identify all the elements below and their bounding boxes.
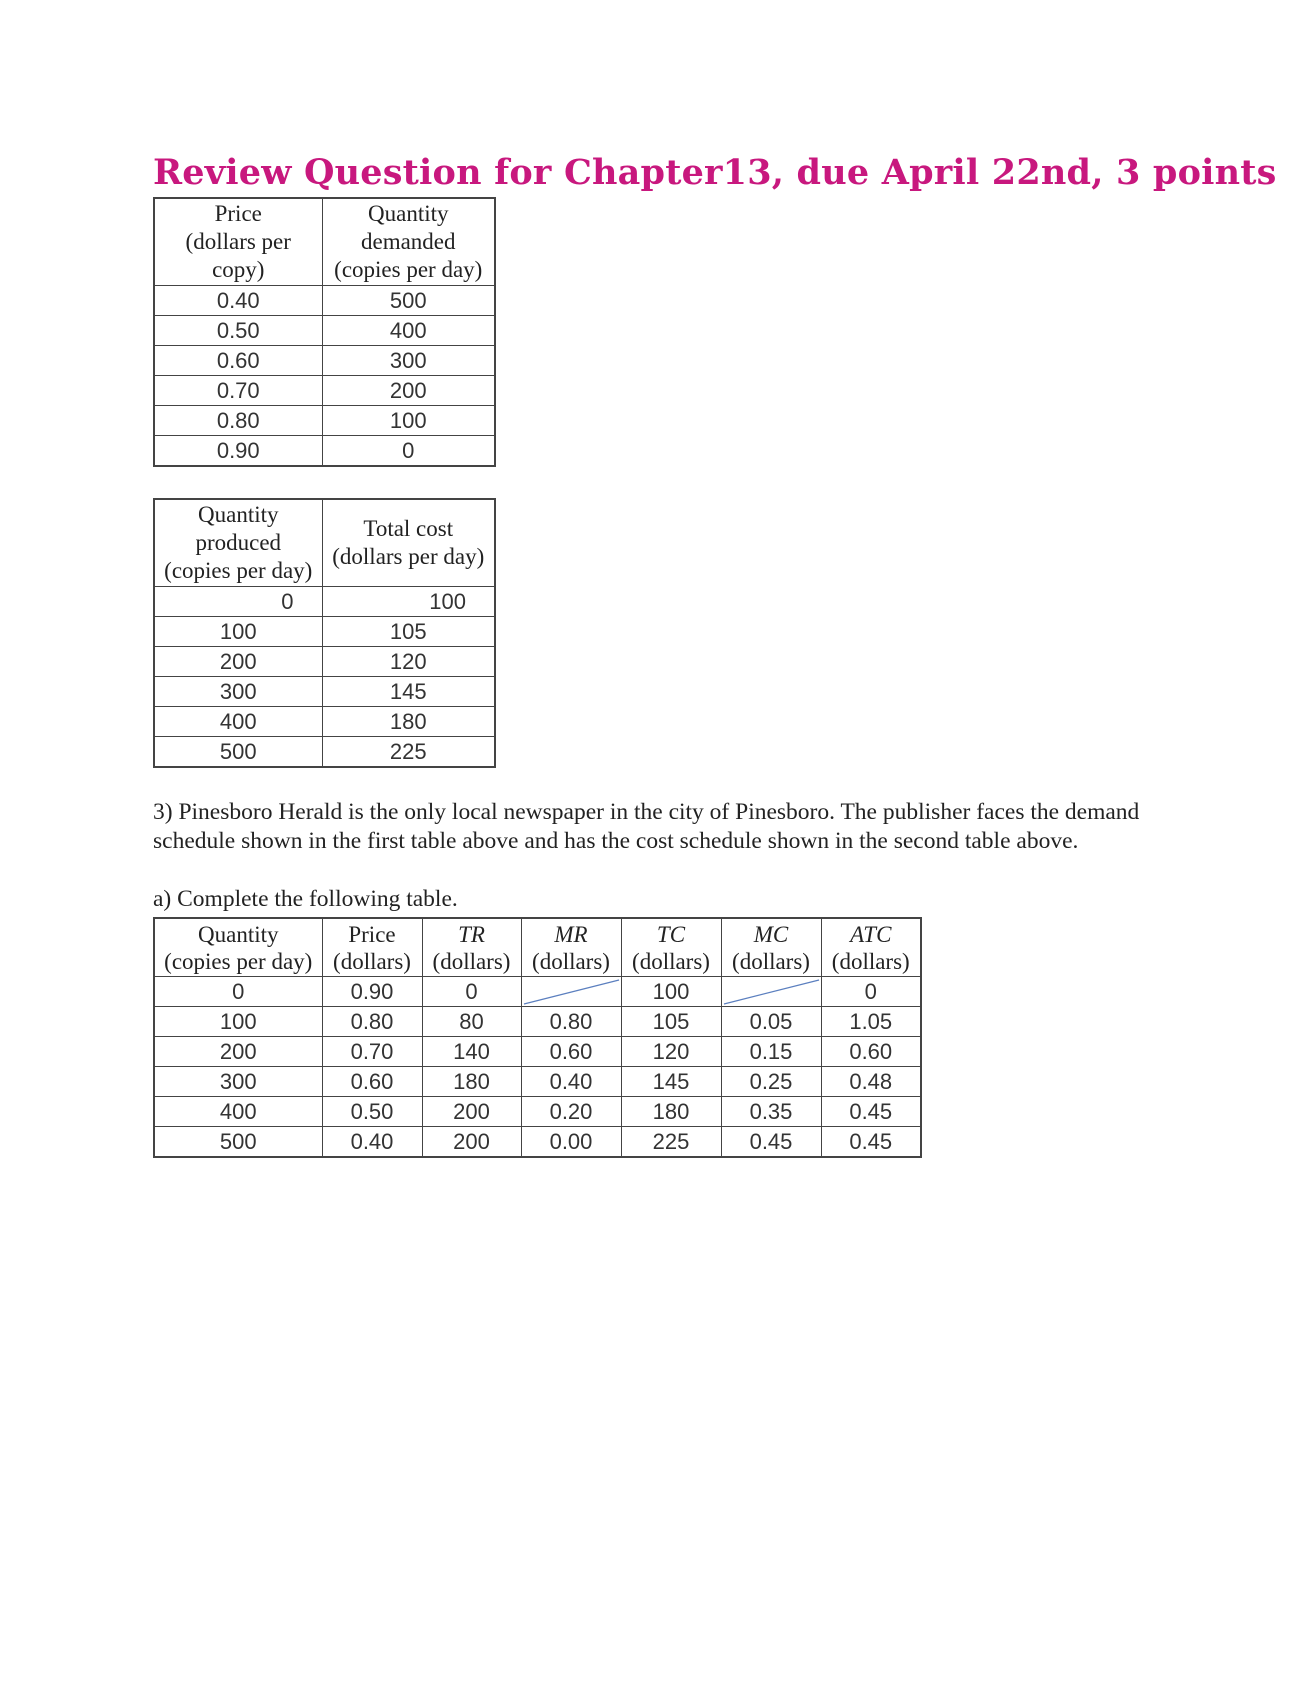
header-name: MC	[753, 921, 789, 947]
table-cell: 145	[621, 1067, 721, 1097]
header-unit: (dollars)	[532, 948, 610, 974]
table-cell: 105	[322, 617, 495, 647]
table-cell: 0.45	[821, 1127, 921, 1158]
table-row	[154, 1067, 921, 1097]
table-cell: 0.45	[721, 1127, 821, 1158]
table-row	[154, 677, 495, 707]
price-header	[322, 918, 422, 977]
quantity-produced-header	[154, 499, 322, 587]
table-row	[154, 977, 921, 1007]
table-cell: 0.25	[721, 1067, 821, 1097]
table-cell: 145	[322, 677, 495, 707]
table-cell: 0.48	[821, 1067, 921, 1097]
header-line: (copies per day)	[164, 558, 313, 583]
table-row	[154, 1127, 921, 1158]
table-cell: 140	[422, 1037, 521, 1067]
quantity-demanded-header	[322, 198, 495, 286]
table-cell: 0.45	[821, 1097, 921, 1127]
table-cell: 0	[322, 436, 495, 467]
table-cell: 100	[322, 587, 495, 617]
cost-schedule-table	[153, 498, 496, 768]
demand-schedule-table	[153, 197, 496, 467]
table-cell: 180	[621, 1097, 721, 1127]
table-cell: 0.60	[322, 1067, 422, 1097]
table-cell: 180	[322, 707, 495, 737]
header-unit: (dollars)	[333, 948, 411, 974]
table-cell: 100	[322, 406, 495, 436]
table-row	[154, 737, 495, 768]
crossed-out-cell	[721, 977, 821, 1007]
table-cell: 0.35	[721, 1097, 821, 1127]
table-row	[154, 617, 495, 647]
header-unit: (copies per day)	[164, 948, 313, 974]
table-cell: 0.50	[322, 1097, 422, 1127]
header-name: TC	[656, 921, 686, 947]
table-cell: 0.80	[521, 1007, 621, 1037]
table-cell: 400	[154, 707, 322, 737]
header-line: Quantity	[368, 201, 449, 226]
table-row	[154, 406, 495, 436]
atc-header	[821, 918, 921, 977]
table-cell: 120	[322, 647, 495, 677]
table-row	[154, 436, 495, 467]
header-unit: (dollars)	[831, 948, 910, 974]
table-cell: 0.90	[154, 436, 322, 467]
diagonal-line	[522, 977, 621, 1006]
answer-table	[153, 917, 922, 1158]
header-line: Total cost	[363, 516, 454, 541]
table-cell: 100	[154, 617, 322, 647]
table-cell: 180	[422, 1067, 521, 1097]
table-row	[154, 1097, 921, 1127]
table-cell: 120	[621, 1037, 721, 1067]
header-line: copy)	[212, 257, 265, 282]
table-cell: 0.05	[721, 1007, 821, 1037]
table-cell: 0.00	[521, 1127, 621, 1158]
header-line: (dollars per day)	[332, 544, 485, 569]
table-row	[154, 647, 495, 677]
table-cell: 100	[154, 1007, 322, 1037]
table-cell: 200	[422, 1097, 521, 1127]
total-cost-header	[322, 499, 495, 587]
table-cell: 225	[621, 1127, 721, 1158]
page-title: Review Question for Chapter13, due April 22nd, 3 points	[153, 152, 1277, 193]
table-row	[154, 346, 495, 376]
header-line: produced	[195, 530, 282, 555]
table-cell: 500	[154, 737, 322, 768]
table-cell: 1.05	[821, 1007, 921, 1037]
table-cell: 0.60	[521, 1037, 621, 1067]
table-cell: 400	[154, 1097, 322, 1127]
table-row	[154, 1037, 921, 1067]
table-header-row	[154, 918, 921, 977]
table-cell: 0.40	[322, 1127, 422, 1158]
header-line: (dollars per	[185, 229, 291, 254]
table-cell: 0.90	[322, 977, 422, 1007]
header-name: MR	[554, 921, 588, 947]
table-cell: 0	[422, 977, 521, 1007]
table-cell: 0	[154, 587, 322, 617]
mc-header	[721, 918, 821, 977]
table-cell: 0	[154, 977, 322, 1007]
header-name: TR	[458, 921, 485, 947]
table-header-row	[154, 198, 495, 286]
table-cell: 200	[154, 1037, 322, 1067]
table-cell: 400	[322, 316, 495, 346]
header-line: demanded	[360, 229, 456, 254]
question-text: 3) Pinesboro Herald is the only local newspaper in the city of Pinesboro. The publisher faces the demand schedule shown in the first table above and has the cost schedule shown in the second table above.	[153, 799, 1140, 854]
mr-header	[521, 918, 621, 977]
price-header	[154, 198, 322, 286]
table-cell: 100	[621, 977, 721, 1007]
table-cell: 225	[322, 737, 495, 768]
header-line: Quantity	[198, 502, 279, 527]
table-cell: 0.40	[521, 1067, 621, 1097]
header-line: Price	[214, 201, 262, 226]
header-name: ATC	[850, 921, 892, 947]
table-cell: 200	[422, 1127, 521, 1158]
diagonal-line	[722, 977, 821, 1006]
table-cell: 0.20	[521, 1097, 621, 1127]
question-part-a: a) Complete the following table.	[153, 886, 458, 912]
table-row	[154, 316, 495, 346]
table-cell: 0	[821, 977, 921, 1007]
table-cell: 0.70	[154, 376, 322, 406]
table-cell: 500	[322, 286, 495, 316]
table-cell: 300	[154, 677, 322, 707]
table-row	[154, 707, 495, 737]
header-name: Quantity	[198, 921, 279, 947]
table-cell: 0.80	[322, 1007, 422, 1037]
table-cell: 300	[154, 1067, 322, 1097]
table-cell: 0.60	[821, 1037, 921, 1067]
crossed-out-cell	[521, 977, 621, 1007]
table-cell: 0.80	[154, 406, 322, 436]
table-cell: 0.15	[721, 1037, 821, 1067]
tc-header	[621, 918, 721, 977]
table-row	[154, 1007, 921, 1037]
header-name: Price	[348, 921, 396, 947]
table-row	[154, 376, 495, 406]
header-unit: (dollars)	[632, 948, 710, 974]
table-row	[154, 286, 495, 316]
table-cell: 80	[422, 1007, 521, 1037]
table-cell: 200	[322, 376, 495, 406]
header-unit: (dollars)	[432, 948, 511, 974]
table-header-row	[154, 499, 495, 587]
header-unit: (dollars)	[732, 948, 810, 974]
table-cell: 0.50	[154, 316, 322, 346]
header-line: (copies per day)	[334, 257, 483, 282]
table-cell: 200	[154, 647, 322, 677]
quantity-header	[154, 918, 322, 977]
table-cell: 105	[621, 1007, 721, 1037]
tr-header	[422, 918, 521, 977]
table-cell: 500	[154, 1127, 322, 1158]
table-cell: 0.60	[154, 346, 322, 376]
table-cell: 0.70	[322, 1037, 422, 1067]
table-row	[154, 587, 495, 617]
table-cell: 0.40	[154, 286, 322, 316]
table-cell: 300	[322, 346, 495, 376]
